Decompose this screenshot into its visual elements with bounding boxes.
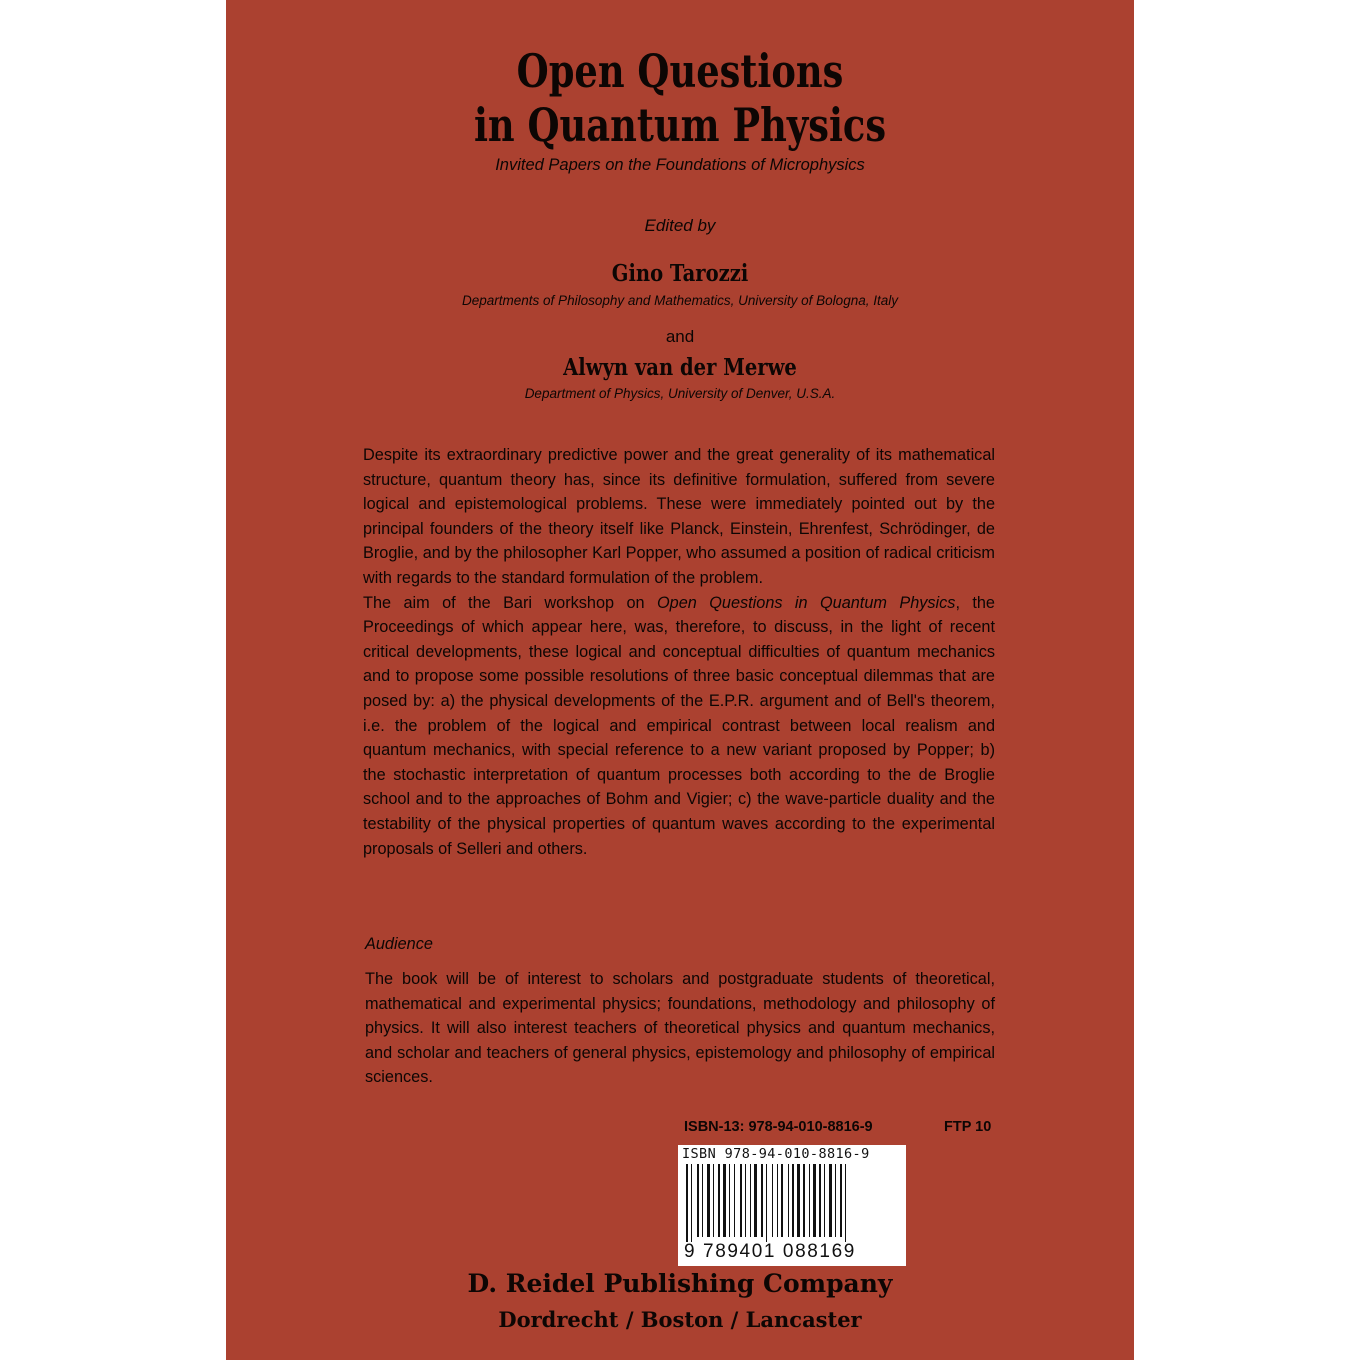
and-label: and xyxy=(665,327,695,346)
isbn-13-label: ISBN-13: 978-94-010-8816-9 xyxy=(684,1119,873,1135)
edited-by-label: Edited by xyxy=(644,216,716,235)
ftp-label: FTP 10 xyxy=(944,1119,992,1135)
workshop-title-italic: Open Questions in Quantum Physics xyxy=(657,593,956,612)
barcode xyxy=(678,1145,906,1266)
paragraph-2-rest: , the Proceedings of which appear here, was, therefore, to discuss, in the light of recent critical developments, these logical and conceptual difficulties of quantum mechanics and to propose some possible resolutions of three basic conceptual dilemmas that are posed by: a) the physical developments of the E.P.R. argument and of Bell's theorem, i.e. the problem of the logical and empirical contrast between local realism and quantum mechanics, with special reference to a new variant proposed by Popper; b) the stochastic interpretation of quantum processes both according to the de Broglie school and to the approaches of Bohm and Vigier; c) the wave-particle duality and the testability of the physical properties of quantum waves according to the experimental proposals of Selleri and others. xyxy=(363,593,995,858)
paragraph-2-start: The aim of the Bari workshop on xyxy=(363,593,657,612)
description-paragraph-2 xyxy=(363,591,995,862)
barcode-digits: 9 789401 088169 xyxy=(684,1241,856,1262)
editor-2-affiliation: Department of Physics, University of Denver, U.S.A. xyxy=(524,386,836,401)
editor-1-name: Gino Tarozzi xyxy=(611,260,749,287)
description-text xyxy=(363,443,995,861)
book-subtitle: Invited Papers on the Foundations of Microphysics xyxy=(495,156,865,174)
barcode-isbn-text: ISBN 978-94-010-8816-9 xyxy=(682,1146,870,1162)
book-back-cover xyxy=(226,0,1134,1360)
audience-heading: Audience xyxy=(365,935,433,953)
publisher-name: D. Reidel Publishing Company xyxy=(467,1269,893,1298)
publisher-cities: Dordrecht / Boston / Lancaster xyxy=(498,1307,862,1332)
book-title-line-1: Open Questions xyxy=(516,44,844,98)
audience-text: The book will be of interest to scholars and postgraduate students of theoretical, mathematical and experimental physics; foundations, methodology and philosophy of physics. It will also interest teachers of theoretical physics and quantum mechanics, and scholar and teachers of general physics, epistemology and philosophy of empirical sciences. xyxy=(365,970,995,1087)
book-title-line-2: in Quantum Physics xyxy=(473,98,887,152)
editor-1-affiliation: Departments of Philosophy and Mathematics, University of Bologna, Italy xyxy=(462,293,898,308)
description-paragraph-1: Despite its extraordinary predictive power and the great generality of its mathematical structure, quantum theory has, since its definitive formulation, suffered from severe logical and epistemological problems. These were immediately pointed out by the principal founders of the theory itself like Planck, Einstein, Ehrenfest, Schrödinger, de Broglie, and by the philosopher Karl Popper, who assumed a position of radical criticism with regards to the standard formulation of the problem. xyxy=(363,446,995,587)
editor-2-name: Alwyn van der Merwe xyxy=(563,354,797,381)
